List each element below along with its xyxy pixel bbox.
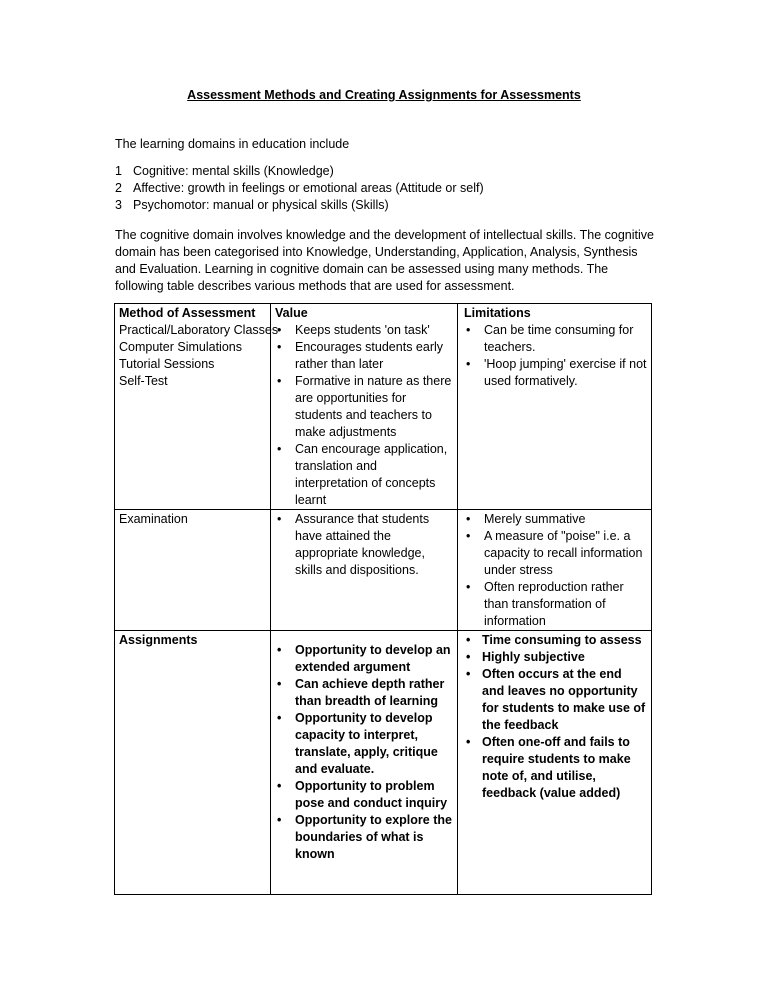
method-cell	[115, 631, 271, 895]
table-row	[115, 510, 652, 631]
method-list	[119, 322, 279, 390]
list-item: • Often occurs at the end and leaves no opportunity for students to make use of the feedback	[464, 666, 647, 734]
method-name: Practical/Laboratory Classes	[119, 323, 279, 337]
list-text: Psychomotor: manual or physical skills (Skills)	[133, 198, 389, 212]
document-title: Assessment Methods and Creating Assignments for Assessments	[187, 88, 581, 102]
list-item: • Assurance that students have attained the appropriate knowledge, skills and dispositions.	[275, 511, 453, 579]
method-name: Tutorial Sessions	[119, 357, 215, 371]
list-number: 3	[115, 198, 122, 212]
value-list	[275, 642, 453, 863]
list-item: • Opportunity to develop an extended argument	[275, 642, 453, 676]
cognitive-domain-paragraph: The cognitive domain involves knowledge and the development of intellectual skills. The cognitive domain has been categorised into Knowledge, Understanding, Application, Analysis, Synthesis and Evaluation. Learning in cognitive domain can be assessed using many methods. The following table describes various methods that are used for assessment.	[115, 228, 654, 293]
list-item	[115, 163, 655, 180]
list-number: 2	[115, 181, 122, 195]
list-item: • Highly subjective	[464, 649, 647, 666]
value-cell	[271, 631, 458, 895]
method-name: Computer Simulations	[119, 340, 242, 354]
list-item: • Opportunity to problem pose and conduct inquiry	[275, 778, 453, 812]
list-item	[115, 180, 655, 197]
list-text: Affective: growth in feelings or emotional areas (Attitude or self)	[133, 181, 484, 195]
learning-domains-list	[115, 163, 655, 214]
value-list	[275, 511, 453, 579]
assessment-methods-table	[114, 303, 652, 895]
list-item	[115, 197, 655, 214]
list-item: • A measure of "poise" i.e. a capacity to recall information under stress	[464, 528, 647, 579]
list-item: • Merely summative	[464, 511, 647, 528]
list-item: • Formative in nature as there are opportunities for students and teachers to make adjustments	[275, 373, 453, 441]
limitations-cell	[458, 631, 652, 895]
value-header: Value	[275, 306, 308, 320]
value-list	[275, 322, 453, 509]
list-item: • 'Hoop jumping' exercise if not used formatively.	[464, 356, 647, 390]
list-item: • Often reproduction rather than transformation of information	[464, 579, 647, 630]
list-item: • Can encourage application, translation and interpretation of concepts learnt	[275, 441, 453, 509]
list-text: Cognitive: mental skills (Knowledge)	[133, 164, 334, 178]
list-item: • Can be time consuming for teachers.	[464, 322, 647, 356]
list-item: • Often one-off and fails to require students to make note of, and utilise, feedback (value added)	[464, 734, 647, 802]
list-item: • Keeps students 'on task'	[275, 322, 453, 339]
intro-text: The learning domains in education include	[115, 137, 350, 151]
list-item: • Opportunity to explore the boundaries of what is known	[275, 812, 453, 863]
table-row	[115, 631, 652, 895]
limitations-list	[464, 511, 647, 630]
limitations-list	[464, 632, 647, 802]
list-item: • Can achieve depth rather than breadth of learning	[275, 676, 453, 710]
method-header: Method of Assessment	[119, 306, 256, 320]
list-item: • Opportunity to develop capacity to interpret, translate, apply, critique and evaluate.	[275, 710, 453, 778]
list-number: 1	[115, 164, 122, 178]
value-cell	[271, 510, 458, 631]
value-cell	[271, 304, 458, 510]
method-name: Examination	[119, 512, 188, 526]
table-row	[115, 304, 652, 510]
list-item: • Encourages students early rather than later	[275, 339, 453, 373]
method-name: Self-Test	[119, 374, 168, 388]
limitations-list	[464, 322, 647, 390]
method-cell	[115, 510, 271, 631]
limitations-cell	[458, 510, 652, 631]
list-item: • Time consuming to assess	[464, 632, 647, 649]
method-name: Assignments	[119, 633, 198, 647]
spacer	[275, 632, 453, 642]
limitations-header: Limitations	[464, 306, 531, 320]
method-cell	[115, 304, 279, 510]
limitations-cell	[458, 304, 652, 510]
